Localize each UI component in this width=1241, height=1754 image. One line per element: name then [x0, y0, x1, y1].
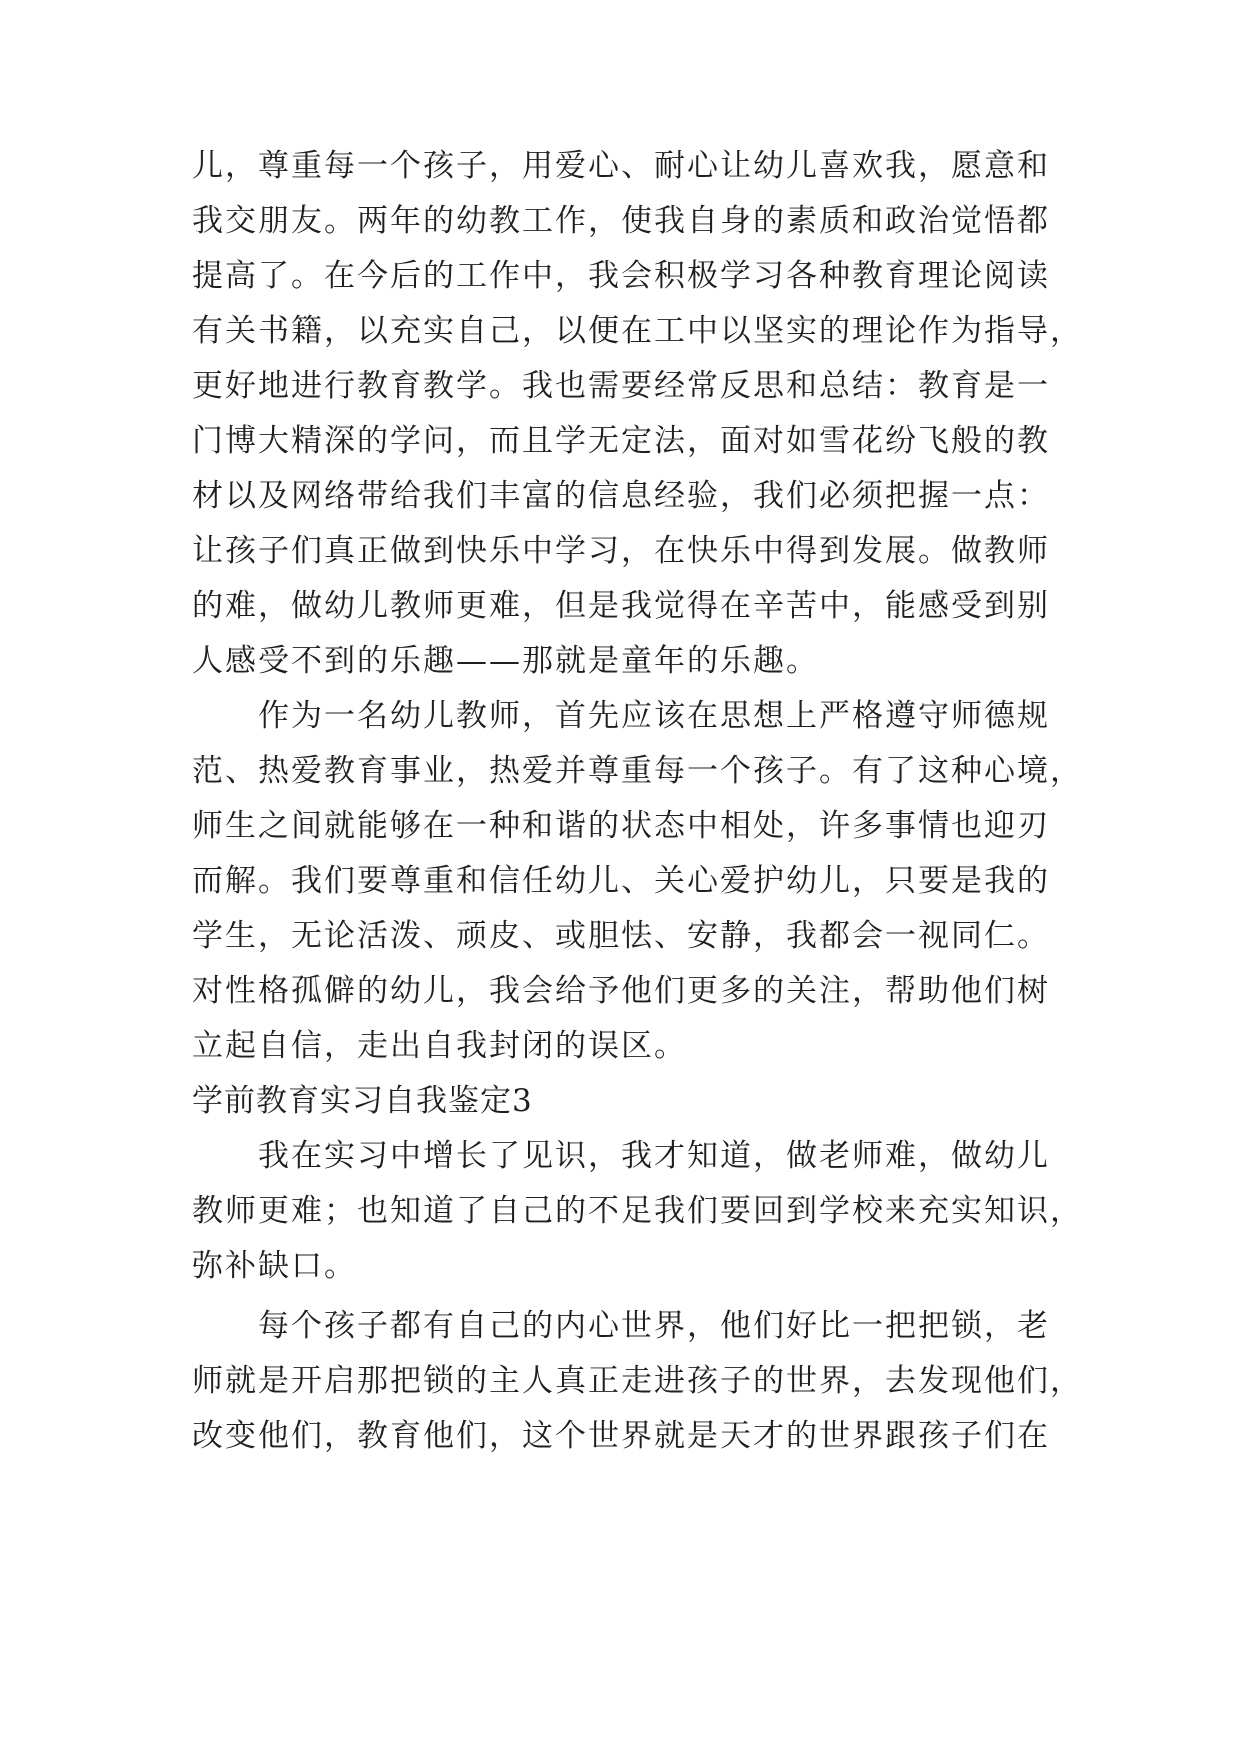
text-line: 范、热爱教育事业，热爱并尊重每一个孩子。有了这种心境， [192, 753, 1083, 789]
paragraph-first-line: 每个孩子都有自己的内心世界，他们好比一把把锁，老 [258, 1308, 1050, 1344]
text-line: 而解。我们要尊重和信任幼儿、关心爱护幼儿，只要是我的 [192, 863, 1050, 899]
text-line: 教师更难；也知道了自己的不足我们要回到学校来充实知识， [192, 1193, 1083, 1229]
text-line: 改变他们，教育他们，这个世界就是天才的世界跟孩子们在 [192, 1418, 1050, 1454]
section-heading: 学前教育实习自我鉴定3 [192, 1083, 533, 1119]
text-line: 我交朋友。两年的幼教工作，使我自身的素质和政治觉悟都 [192, 203, 1050, 239]
text-line: 师就是开启那把锁的主人真正走进孩子的世界，去发现他们， [192, 1363, 1083, 1399]
text-line: 提高了。在今后的工作中，我会积极学习各种教育理论阅读 [192, 258, 1050, 294]
paragraph-first-line: 我在实习中增长了见识，我才知道，做老师难，做幼儿 [258, 1138, 1050, 1174]
text-line: 弥补缺口。 [192, 1248, 357, 1284]
text-line: 的难，做幼儿教师更难，但是我觉得在辛苦中，能感受到别 [192, 588, 1050, 624]
text-line: 更好地进行教育教学。我也需要经常反思和总结：教育是一 [192, 368, 1050, 404]
text-line: 有关书籍，以充实自己，以便在工中以坚实的理论作为指导， [192, 313, 1083, 349]
text-line: 材以及网络带给我们丰富的信息经验，我们必须把握一点： [192, 478, 1050, 514]
text-line: 人感受不到的乐趣——那就是童年的乐趣。 [192, 643, 819, 679]
text-line: 对性格孤僻的幼儿，我会给予他们更多的关注，帮助他们树 [192, 973, 1050, 1009]
text-line: 立起自信，走出自我封闭的误区。 [192, 1028, 687, 1064]
text-line: 儿，尊重每一个孩子，用爱心、耐心让幼儿喜欢我，愿意和 [192, 148, 1050, 184]
text-line: 让孩子们真正做到快乐中学习，在快乐中得到发展。做教师 [192, 533, 1050, 569]
text-line: 门博大精深的学问，而且学无定法，面对如雪花纷飞般的教 [192, 423, 1050, 459]
text-line: 学生，无论活泼、顽皮、或胆怯、安静，我都会一视同仁。 [192, 918, 1050, 954]
paragraph-first-line: 作为一名幼儿教师，首先应该在思想上严格遵守师德规 [258, 698, 1050, 734]
text-line: 师生之间就能够在一种和谐的状态中相处，许多事情也迎刃 [192, 808, 1050, 844]
